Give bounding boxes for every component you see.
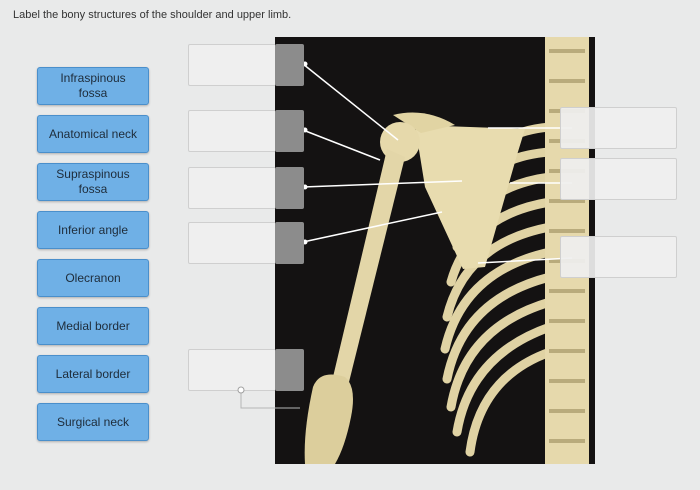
drop-target-right-2[interactable] xyxy=(560,158,677,200)
drop-target-tab-3 xyxy=(275,167,304,209)
term-olecranon[interactable]: Olecranon xyxy=(37,259,149,297)
term-medial-border[interactable]: Medial border xyxy=(37,307,149,345)
drop-target-tab-2 xyxy=(275,110,304,152)
drop-target-tab-4 xyxy=(275,222,304,264)
drop-target-right-1[interactable] xyxy=(560,107,677,149)
term-surgical-neck[interactable]: Surgical neck xyxy=(37,403,149,441)
instruction-text: Label the bony structures of the shoulder and upper limb. xyxy=(13,9,292,21)
drop-target-tab-1 xyxy=(275,44,304,86)
drop-target-right-3[interactable] xyxy=(560,236,677,278)
drop-target-tab-5 xyxy=(275,349,304,391)
term-supraspinous-fossa[interactable]: Supraspinous fossa xyxy=(37,163,149,201)
term-inferior-angle[interactable]: Inferior angle xyxy=(37,211,149,249)
term-infraspinous-fossa[interactable]: Infraspinous fossa xyxy=(37,67,149,105)
term-anatomical-neck[interactable]: Anatomical neck xyxy=(37,115,149,153)
term-lateral-border[interactable]: Lateral border xyxy=(37,355,149,393)
